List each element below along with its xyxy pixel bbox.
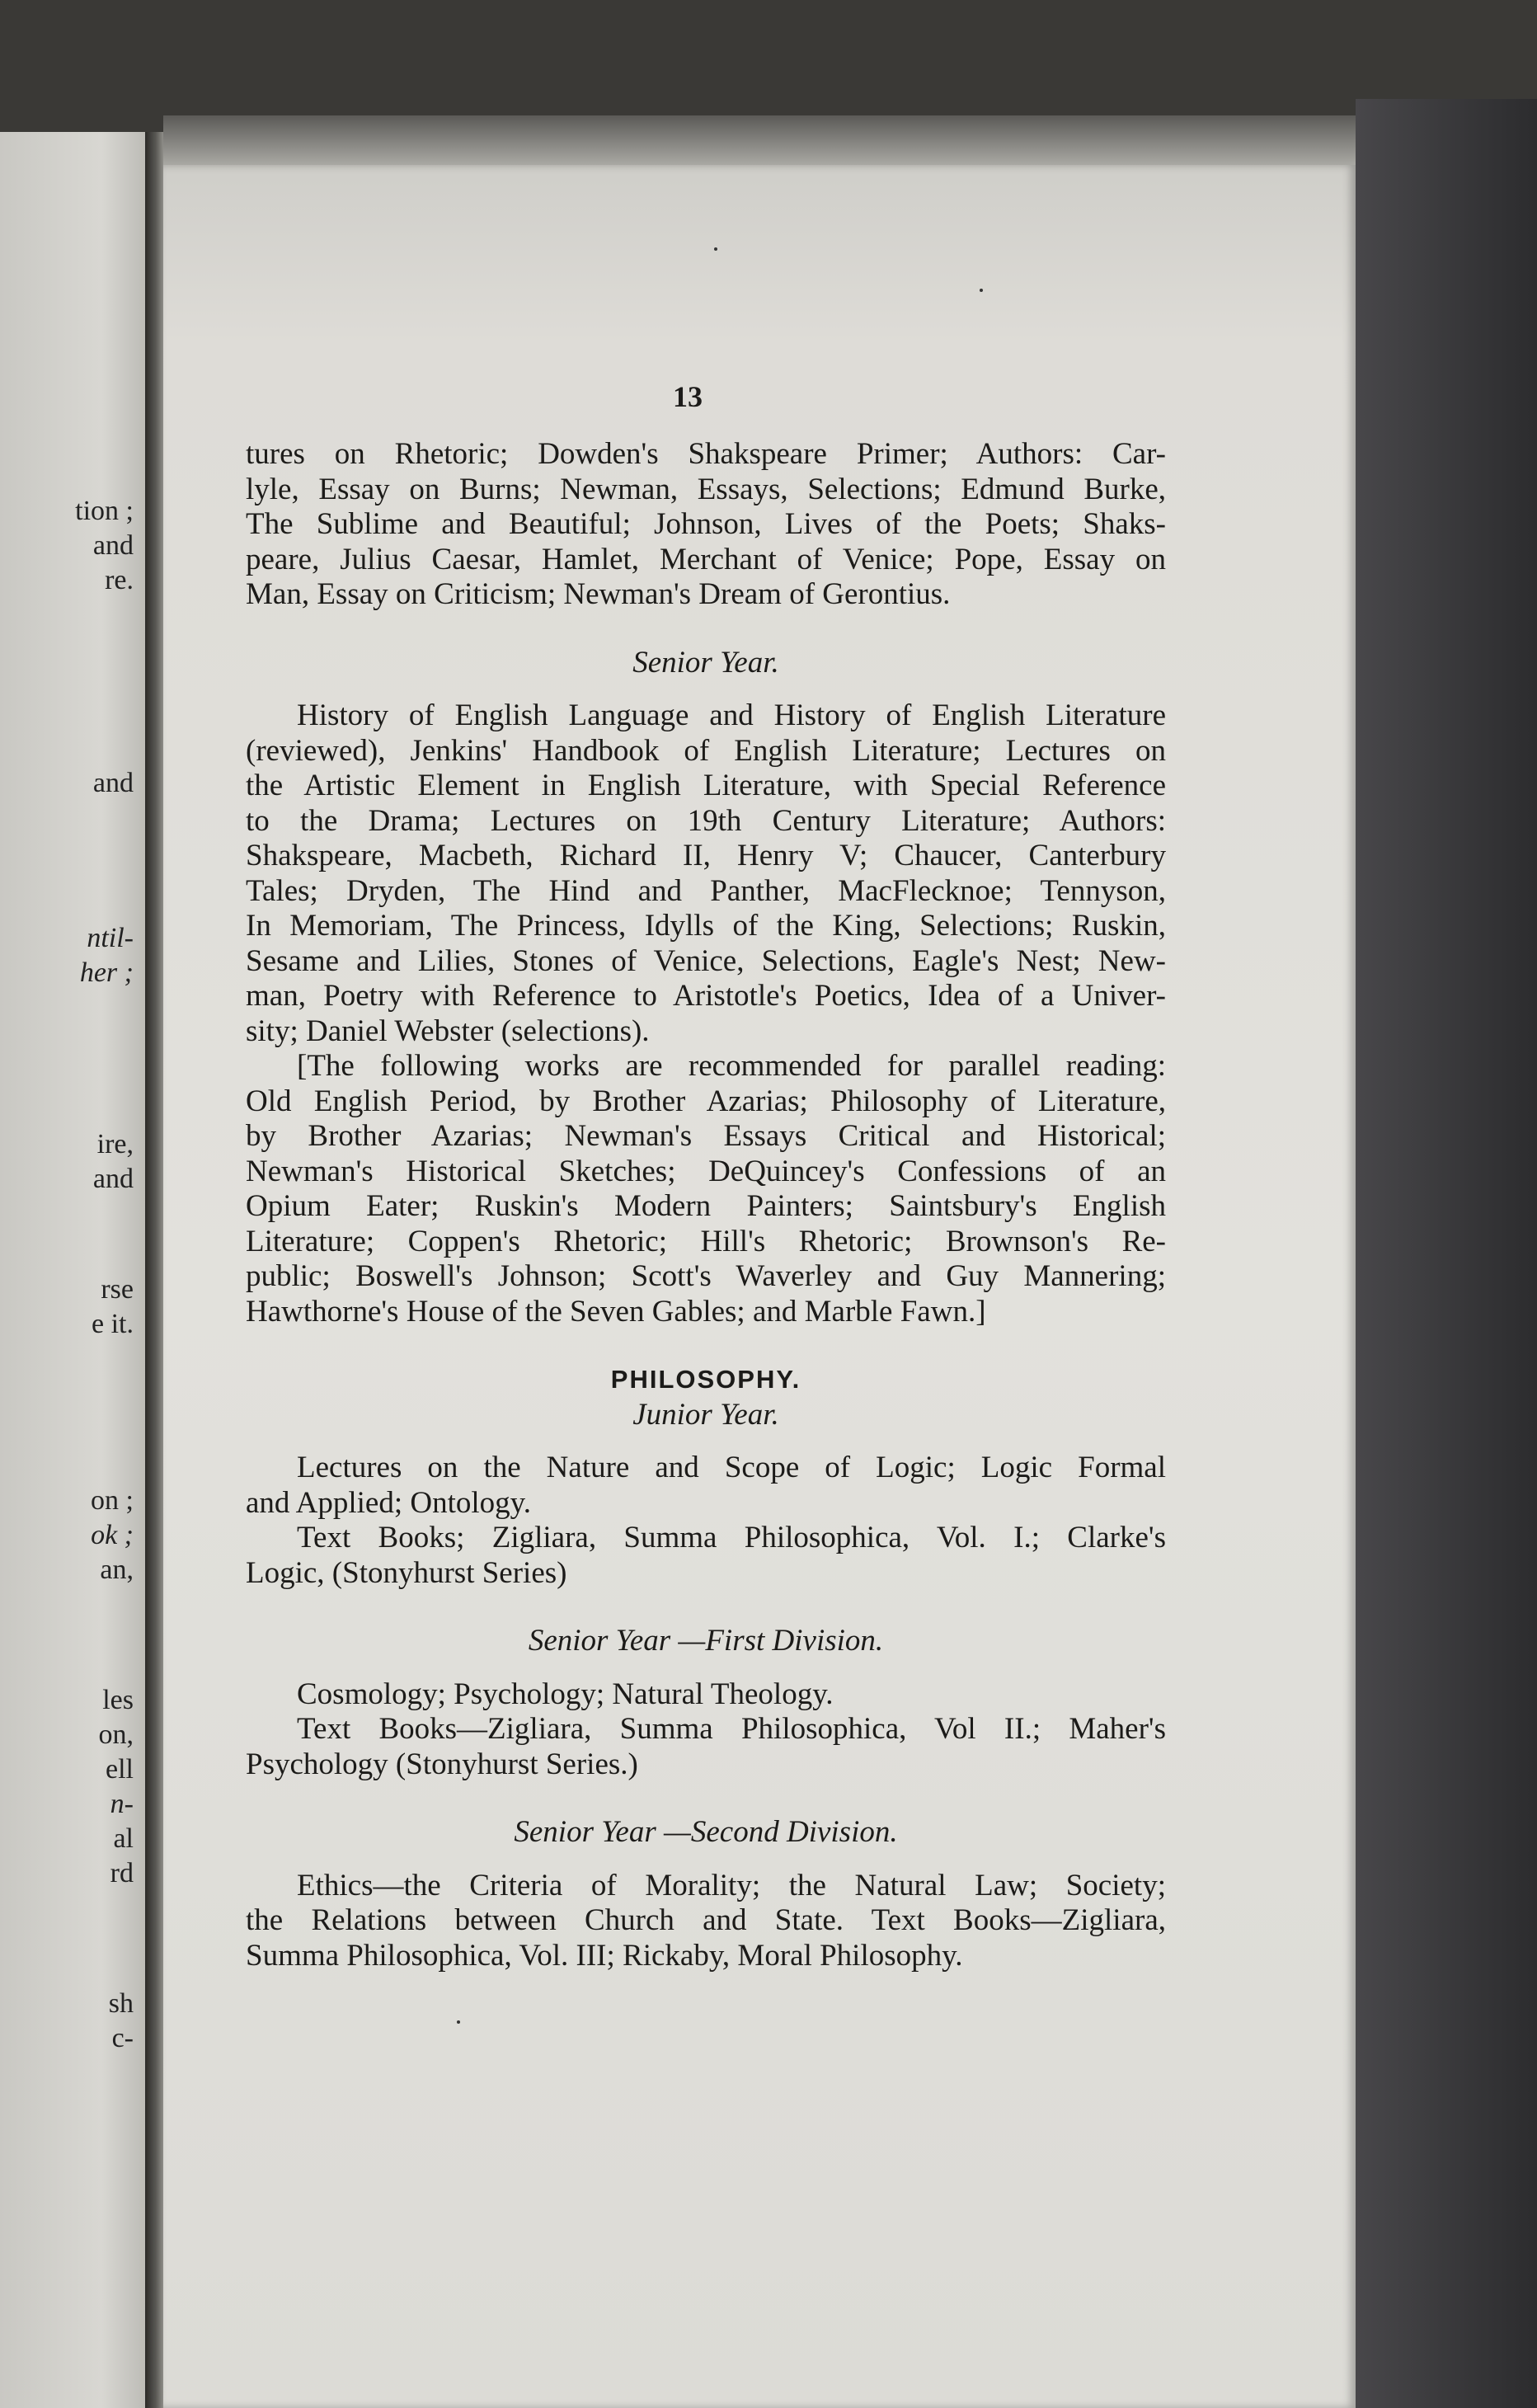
literature-paragraph bbox=[246, 437, 1166, 613]
junior-philosophy-paragraph bbox=[246, 1451, 1166, 1521]
text-line: Literature; Coppen's Rhetoric; Hill's Rhetoric; Brownson's Re- bbox=[246, 1224, 1166, 1258]
senior-first-textbooks bbox=[246, 1712, 1166, 1782]
text-line: to the Drama; Lectures on 19th Century Literature; Authors: bbox=[246, 803, 1166, 838]
text-line: Text Books; Zigliara, Summa Philosophica, Vol. I.; Clarke's bbox=[297, 1521, 1166, 1554]
left-facing-page bbox=[0, 132, 145, 2408]
text-line: Cosmology; Psychology; Natural Theology. bbox=[297, 1677, 834, 1711]
left-fragment: les bbox=[102, 1685, 134, 1715]
text-line: peare, Julius Caesar, Hamlet, Merchant of Venice; Pope, Essay on bbox=[246, 542, 1166, 576]
section-heading: PHILOSOPHY. bbox=[610, 1365, 801, 1394]
text-line: sity; Daniel Webster (selections). bbox=[246, 1014, 650, 1048]
parallel-reading-paragraph bbox=[246, 1049, 1166, 1329]
text-line: The Sublime and Beautiful; Johnson, Lives of the Poets; Shaks- bbox=[246, 507, 1166, 541]
text-line: tures on Rhetoric; Dowden's Shakspeare Primer; Authors: Car- bbox=[246, 437, 1166, 471]
text-line: Opium Eater; Ruskin's Modern Painters; Saintsbury's English bbox=[246, 1189, 1166, 1223]
text-line: Lectures on the Nature and Scope of Logic; Logic Formal bbox=[297, 1451, 1166, 1484]
text-line: Hawthorne's House of the Seven Gables; and Marble Fawn.] bbox=[246, 1294, 986, 1329]
left-fragment: re. bbox=[105, 565, 134, 595]
left-fragment: n- bbox=[110, 1789, 134, 1819]
text-line: man, Poetry with Reference to Aristotle's Poetics, Idea of a Univer- bbox=[246, 979, 1166, 1013]
text-line: In Memoriam, The Princess, Idylls of the King, Selections; Ruskin, bbox=[246, 909, 1166, 943]
section-subheading: Senior Year. bbox=[632, 645, 779, 680]
left-fragment: ok ; bbox=[91, 1520, 134, 1550]
junior-textbooks-paragraph bbox=[246, 1521, 1166, 1591]
senior-second-paragraph bbox=[246, 1869, 1166, 1974]
text-line: Summa Philosophica, Vol. III; Rickaby, Moral Philosophy. bbox=[246, 1938, 963, 1973]
text-line: Newman's Historical Sketches; DeQuincey's Confessions of an bbox=[246, 1154, 1166, 1188]
text-line: Text Books—Zigliara, Summa Philosophica, Vol II.; Maher's bbox=[297, 1712, 1166, 1746]
print-speck bbox=[457, 2020, 460, 2024]
left-fragment: ntil- bbox=[87, 923, 134, 953]
left-fragment: al bbox=[113, 1823, 134, 1854]
text-line: Psychology (Stonyhurst Series.) bbox=[246, 1747, 638, 1781]
left-fragment: on ; bbox=[91, 1485, 134, 1516]
text-line: History of English Language and History of English Literature bbox=[297, 698, 1166, 732]
senior-first-paragraph bbox=[246, 1677, 1166, 1713]
left-fragment: an, bbox=[100, 1554, 134, 1585]
section-subheading: Senior Year —First Division. bbox=[528, 1624, 884, 1658]
text-line: (reviewed), Jenkins' Handbook of English Literature; Lectures on bbox=[246, 733, 1166, 768]
text-line: Tales; Dryden, The Hind and Panther, MacFlecknoe; Tennyson, bbox=[246, 873, 1166, 908]
section-subheading: Junior Year. bbox=[632, 1397, 779, 1432]
left-fragment: rd bbox=[110, 1858, 134, 1888]
scan-background bbox=[1356, 99, 1537, 2408]
left-fragment: and bbox=[92, 530, 134, 561]
text-line: Shakspeare, Macbeth, Richard II, Henry V; Chaucer, Canterbury bbox=[246, 839, 1166, 872]
text-line: Man, Essay on Criticism; Newman's Dream of Gerontius. bbox=[246, 577, 951, 611]
left-fragment: e it. bbox=[92, 1309, 134, 1339]
left-fragment: rse bbox=[101, 1274, 134, 1305]
senior-literature-paragraph bbox=[246, 698, 1166, 1049]
text-line: and Applied; Ontology. bbox=[246, 1485, 531, 1520]
left-fragment: ell bbox=[106, 1754, 134, 1785]
text-line: [The following works are recommended for parallel reading: bbox=[297, 1049, 1166, 1083]
book-gutter bbox=[145, 132, 163, 2408]
text-line: Logic, (Stonyhurst Series) bbox=[246, 1555, 567, 1590]
section-subheading: Senior Year —Second Division. bbox=[514, 1815, 898, 1849]
left-fragment: on, bbox=[98, 1719, 134, 1750]
page-number: 13 bbox=[673, 380, 703, 413]
text-line: Old English Period, by Brother Azarias; Philosophy of Literature, bbox=[246, 1084, 1166, 1118]
print-speck bbox=[714, 247, 717, 251]
text-line: the Relations between Church and State. Text Books—Zigliara, bbox=[246, 1903, 1166, 1937]
text-line: lyle, Essay on Burns; Newman, Essays, Selections; Edmund Burke, bbox=[246, 472, 1166, 506]
page-body bbox=[246, 437, 1166, 1973]
book-page bbox=[163, 165, 1356, 2408]
left-fragment: and bbox=[92, 1164, 134, 1194]
text-line: by Brother Azarias; Newman's Essays Critical and Historical; bbox=[246, 1119, 1166, 1153]
left-fragment: her ; bbox=[79, 957, 134, 988]
left-fragment: and bbox=[92, 768, 134, 798]
left-fragment: sh bbox=[108, 1988, 134, 2019]
left-fragment: ire, bbox=[96, 1129, 134, 1159]
left-fragment: c- bbox=[111, 2023, 134, 2053]
text-line: Ethics—the Criteria of Morality; the Natural Law; Society; bbox=[297, 1868, 1166, 1902]
left-fragment: tion ; bbox=[75, 496, 134, 526]
text-line: public; Boswell's Johnson; Scott's Waverley and Guy Mannering; bbox=[246, 1259, 1166, 1293]
text-line: the Artistic Element in English Literature, with Special Reference bbox=[246, 769, 1166, 802]
print-speck bbox=[980, 289, 983, 292]
text-line: Sesame and Lilies, Stones of Venice, Selections, Eagle's Nest; New- bbox=[246, 943, 1166, 978]
page-top-edge bbox=[163, 115, 1356, 165]
